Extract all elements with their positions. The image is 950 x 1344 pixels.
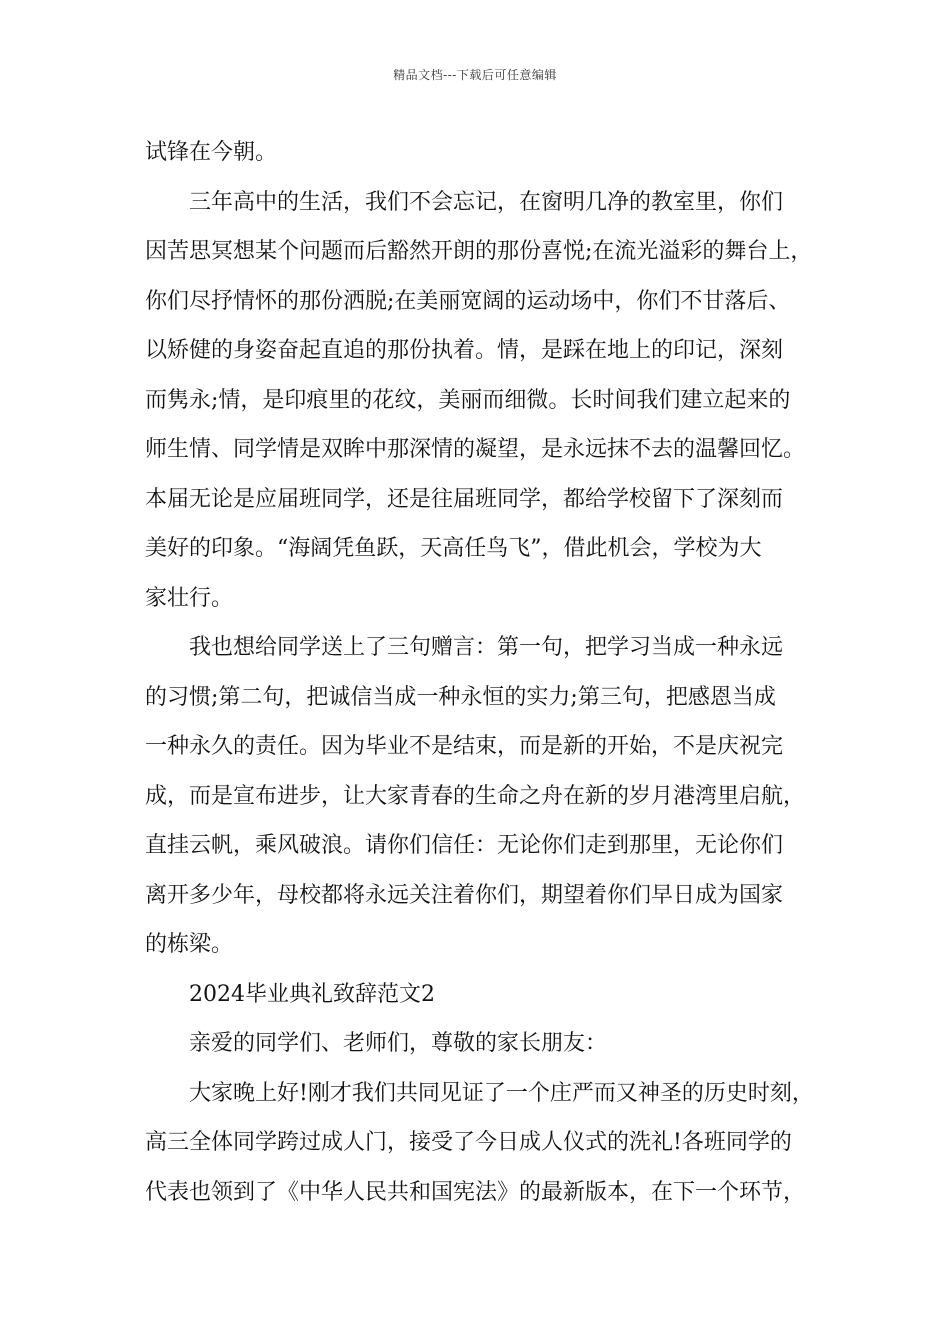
text-line: 2024毕业典礼致辞范文2 [189,981,435,1007]
text-line: 直挂云帆，乘风破浪。请你们信任：无论你们走到那里，无论你们 [145,833,784,858]
text-line: 的栋梁。 [145,932,234,957]
text-line: 师生情、同学情是双眸中那深情的凝望，是永远抹不去的温馨回忆。 [145,437,806,462]
text-line: 离开多少年，母校都将永远关注着你们，期望着你们早日成为国家 [145,882,784,908]
text-line: 因苦思冥想某个问题而后豁然开朗的那份喜悦;在流光溢彩的舞台上， [145,239,813,264]
text-line: 以矫健的身姿奋起直追的那份执着。情，是踩在地上的印记，深刻 [145,338,784,363]
document-body [145,128,825,1217]
text-line: 的习惯;第二句，把诚信当成一种永恒的实力;第三句，把感恩当成 [145,684,776,710]
text-line: 大家晚上好!刚才我们共同见证了一个庄严而又神圣的历史时刻， [189,1080,814,1106]
text-line: 成，而是宣布进步，让大家青春的生命之舟在新的岁月港湾里启航， [145,783,806,809]
text-line: 我也想给同学送上了三句赠言：第一句，把学习当成一种永远 [189,635,784,660]
text-line: 试锋在今朝。 [145,140,278,165]
text-line: 一种永久的责任。因为毕业不是结束，而是新的开始，不是庆祝完 [145,734,784,759]
text-line: 美好的印象。“海阔凭鱼跃，天高任鸟飞”，借此机会，学校为大 [145,536,762,561]
text-line: 代表也领到了《中华人民共和国宪法》的最新版本，在下一个环节， [145,1179,806,1205]
text-line: 你们尽抒情怀的那份洒脱;在美丽宽阔的运动场中，你们不甘落后、 [145,288,791,314]
text-line: 家壮行。 [145,585,234,611]
text-line: 本届无论是应届班同学，还是往届班同学，都给学校留下了深刻而 [145,486,784,512]
text-line: 三年高中的生活，我们不会忘记，在窗明几净的教室里，你们 [189,189,784,215]
page-header: 精品文档---下载后可任意编辑 [393,68,557,82]
text-line: 高三全体同学跨过成人门，接受了今日成人仪式的洗礼!各班同学的 [145,1130,792,1155]
text-line: 而隽永;情，是印痕里的花纹，美丽而细微。长时间我们建立起来的 [145,387,791,413]
text-line: 亲爱的同学们、老师们，尊敬的家长朋友： [189,1031,608,1056]
